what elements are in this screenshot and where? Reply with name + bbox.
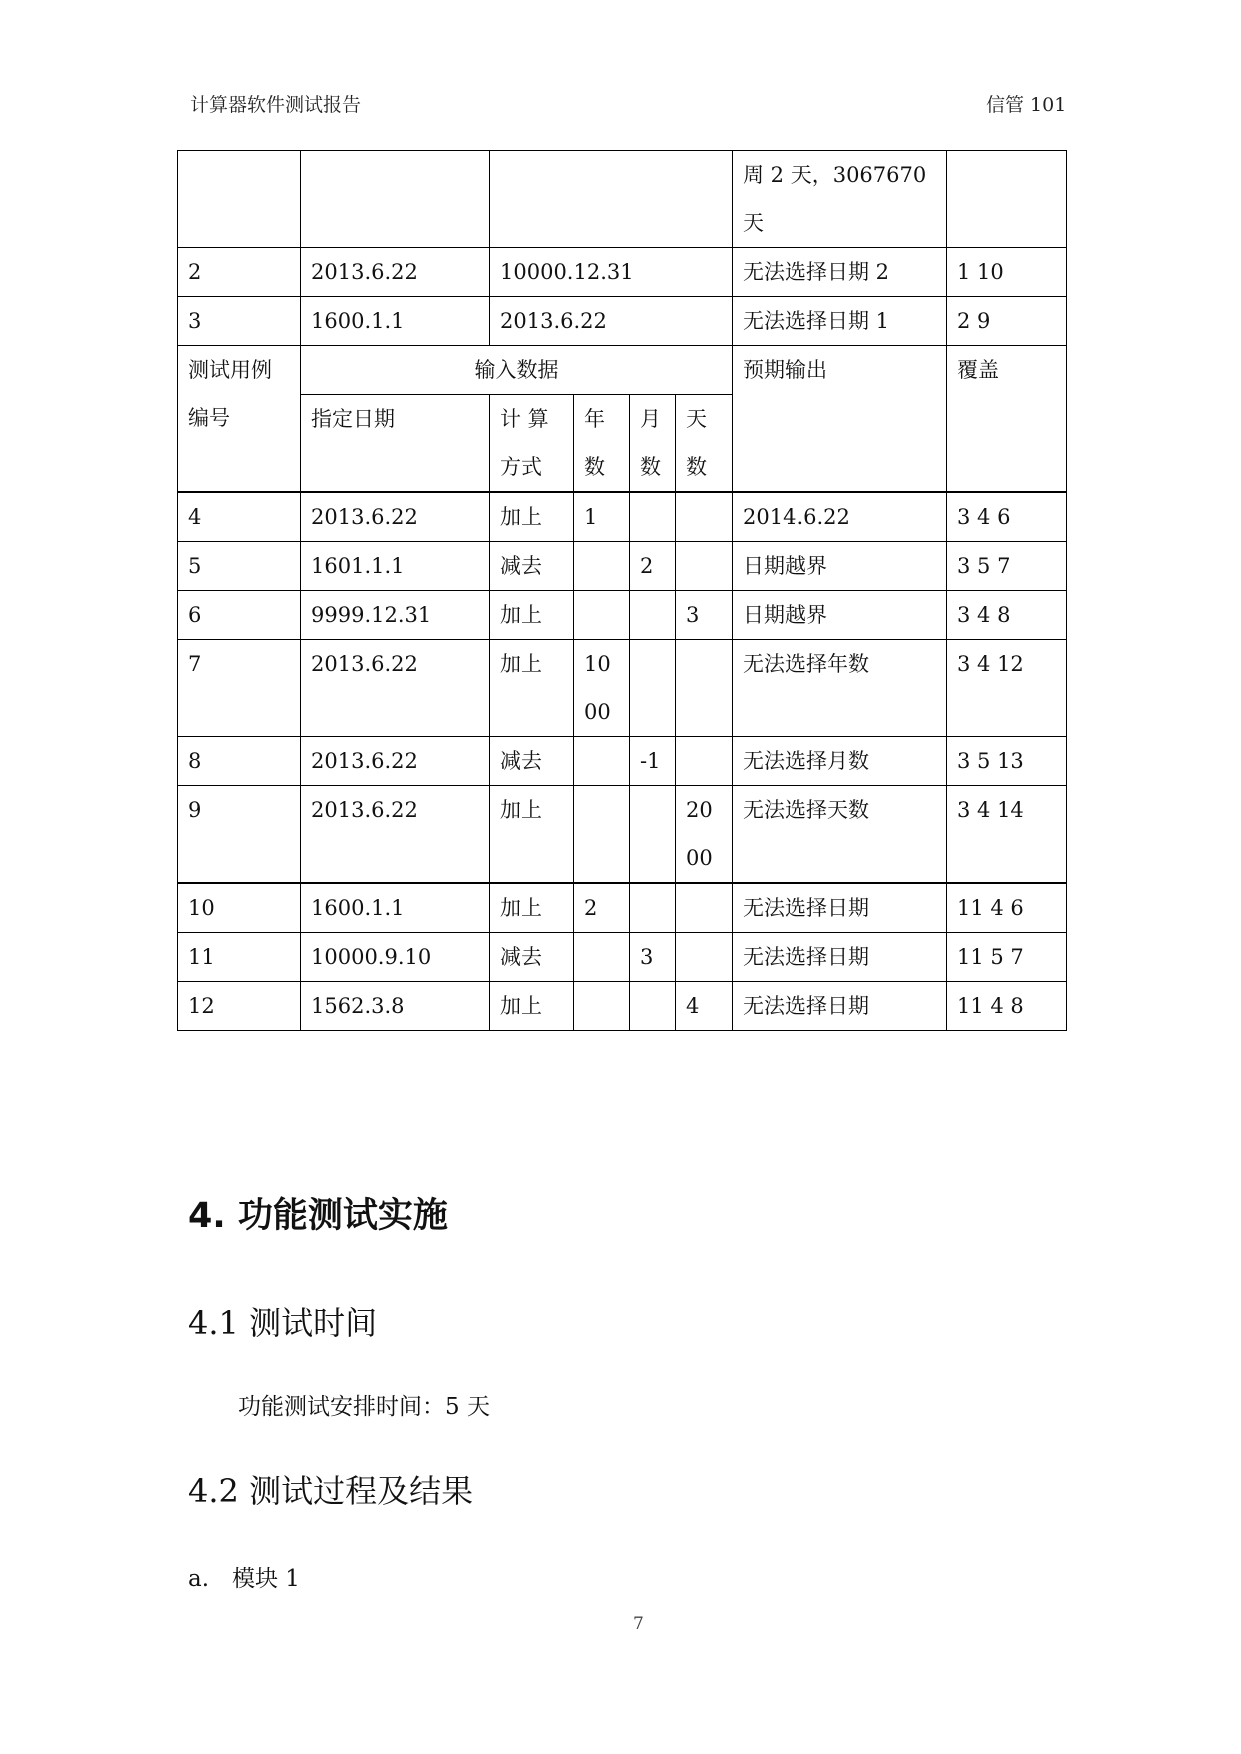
table-cell: 加上 bbox=[490, 492, 574, 542]
table-cell: 1600.1.1 bbox=[301, 883, 490, 933]
header-case-id: 测试用例编号 bbox=[178, 346, 301, 493]
table-cell: 1601.1.1 bbox=[301, 542, 490, 591]
table-cell: 4 bbox=[676, 982, 733, 1031]
table-cell: 减去 bbox=[490, 542, 574, 591]
table-cell: 1562.3.8 bbox=[301, 982, 490, 1031]
table-cell: 2014.6.22 bbox=[733, 492, 947, 542]
table-cell: 3 4 6 bbox=[947, 492, 1067, 542]
table-row bbox=[178, 786, 1067, 884]
table-cell: 9999.12.31 bbox=[301, 591, 490, 640]
header-years: 年数 bbox=[574, 395, 630, 493]
table-cell: 2013.6.22 bbox=[301, 640, 490, 737]
table-cell bbox=[574, 933, 630, 982]
table-cell bbox=[630, 591, 676, 640]
table-cell: 2 bbox=[630, 542, 676, 591]
header-calc-method: 计 算方式 bbox=[490, 395, 574, 493]
table-cell: 3 4 8 bbox=[947, 591, 1067, 640]
table-cell: 无法选择日期 bbox=[733, 982, 947, 1031]
table-cell: 11 4 8 bbox=[947, 982, 1067, 1031]
table-row bbox=[178, 883, 1067, 933]
table-cell: 1 10 bbox=[947, 248, 1067, 297]
table-cell: 10000.12.31 bbox=[490, 248, 733, 297]
table-row bbox=[178, 492, 1067, 542]
table-row bbox=[178, 248, 1067, 297]
table-cell: 2013.6.22 bbox=[301, 737, 490, 786]
table-cell: 2000 bbox=[676, 786, 733, 884]
header-class: 信管 101 bbox=[986, 94, 1067, 116]
module-item bbox=[188, 1560, 300, 1593]
table-cell bbox=[574, 786, 630, 884]
table-cell bbox=[676, 933, 733, 982]
header-coverage: 覆盖 bbox=[947, 346, 1067, 493]
table-cell: 加上 bbox=[490, 786, 574, 884]
header-months: 月数 bbox=[630, 395, 676, 493]
table-cell: 日期越界 bbox=[733, 542, 947, 591]
header-expected-output: 预期输出 bbox=[733, 346, 947, 493]
table-cell: 4 bbox=[178, 492, 301, 542]
table-row bbox=[178, 542, 1067, 591]
table-cell bbox=[490, 151, 733, 248]
header-title: 计算器软件测试报告 bbox=[190, 94, 362, 116]
table-cell: 周 2 天，3067670 天 bbox=[733, 151, 947, 248]
table-cell bbox=[676, 737, 733, 786]
table-cell: 10000.9.10 bbox=[301, 933, 490, 982]
table-cell bbox=[630, 786, 676, 884]
table-cell bbox=[676, 492, 733, 542]
table-cell bbox=[630, 640, 676, 737]
table-cell bbox=[947, 151, 1067, 248]
table-cell: 减去 bbox=[490, 737, 574, 786]
table-cell: 1000 bbox=[574, 640, 630, 737]
table-cell: 3 4 12 bbox=[947, 640, 1067, 737]
table-cell: 2 bbox=[574, 883, 630, 933]
table-cell: 2013.6.22 bbox=[490, 297, 733, 346]
table-cell: 10 bbox=[178, 883, 301, 933]
table-cell bbox=[676, 640, 733, 737]
table-cell: 5 bbox=[178, 542, 301, 591]
module-item-text: 模块 1 bbox=[232, 1566, 300, 1592]
table-cell: 加上 bbox=[490, 982, 574, 1031]
table-row bbox=[178, 297, 1067, 346]
table-cell: 3 5 7 bbox=[947, 542, 1067, 591]
table-cell: 2013.6.22 bbox=[301, 786, 490, 884]
table-cell bbox=[574, 737, 630, 786]
header-input-data: 输入数据 bbox=[301, 346, 733, 395]
header-specified-date: 指定日期 bbox=[301, 395, 490, 493]
table-row bbox=[178, 640, 1067, 737]
section-title: 4. 功能测试实施 bbox=[188, 1196, 448, 1236]
table-cell: 无法选择年数 bbox=[733, 640, 947, 737]
table-cell: 3 bbox=[630, 933, 676, 982]
table-row bbox=[178, 737, 1067, 786]
table-cell: 7 bbox=[178, 640, 301, 737]
table-row bbox=[178, 591, 1067, 640]
header-days: 天数 bbox=[676, 395, 733, 493]
table-row bbox=[178, 933, 1067, 982]
table-row bbox=[178, 982, 1067, 1031]
table-cell: 2013.6.22 bbox=[301, 492, 490, 542]
test-case-table bbox=[177, 150, 1067, 1031]
table-cell bbox=[630, 883, 676, 933]
table-cell: 加上 bbox=[490, 591, 574, 640]
table-cell: 12 bbox=[178, 982, 301, 1031]
table-cell: 减去 bbox=[490, 933, 574, 982]
table-cell: 加上 bbox=[490, 640, 574, 737]
table-cell: 3 5 13 bbox=[947, 737, 1067, 786]
table-row bbox=[178, 151, 1067, 248]
page-number: 7 bbox=[633, 1614, 644, 1634]
table-cell bbox=[301, 151, 490, 248]
table-cell: 3 bbox=[676, 591, 733, 640]
table-cell: 无法选择日期 1 bbox=[733, 297, 947, 346]
table-cell bbox=[676, 883, 733, 933]
table-cell bbox=[630, 492, 676, 542]
test-time-text: 功能测试安排时间：5 天 bbox=[238, 1394, 490, 1420]
table-cell: 9 bbox=[178, 786, 301, 884]
table-cell: 无法选择日期 bbox=[733, 883, 947, 933]
subsection-test-time: 4.1 测试时间 bbox=[188, 1304, 378, 1342]
table-cell bbox=[630, 982, 676, 1031]
module-item-label: a. bbox=[188, 1566, 210, 1592]
table-cell: 日期越界 bbox=[733, 591, 947, 640]
table-cell: 8 bbox=[178, 737, 301, 786]
subsection-process-results: 4.2 测试过程及结果 bbox=[188, 1472, 474, 1510]
table-cell bbox=[178, 151, 301, 248]
table-cell: 无法选择日期 bbox=[733, 933, 947, 982]
table-cell: 3 bbox=[178, 297, 301, 346]
table-cell: 11 5 7 bbox=[947, 933, 1067, 982]
table-cell: 2 9 bbox=[947, 297, 1067, 346]
table-cell bbox=[574, 542, 630, 591]
table-cell bbox=[676, 542, 733, 591]
table-cell: 无法选择日期 2 bbox=[733, 248, 947, 297]
table-cell: 11 4 6 bbox=[947, 883, 1067, 933]
table-cell: 11 bbox=[178, 933, 301, 982]
table-cell: 2 bbox=[178, 248, 301, 297]
table-cell: 无法选择月数 bbox=[733, 737, 947, 786]
table-cell: 1600.1.1 bbox=[301, 297, 490, 346]
table-cell: 加上 bbox=[490, 883, 574, 933]
table-cell: -1 bbox=[630, 737, 676, 786]
table-cell bbox=[574, 982, 630, 1031]
table-cell: 1 bbox=[574, 492, 630, 542]
table-cell: 3 4 14 bbox=[947, 786, 1067, 884]
table-cell: 无法选择天数 bbox=[733, 786, 947, 884]
table-cell: 6 bbox=[178, 591, 301, 640]
table-cell bbox=[574, 591, 630, 640]
table-cell: 2013.6.22 bbox=[301, 248, 490, 297]
